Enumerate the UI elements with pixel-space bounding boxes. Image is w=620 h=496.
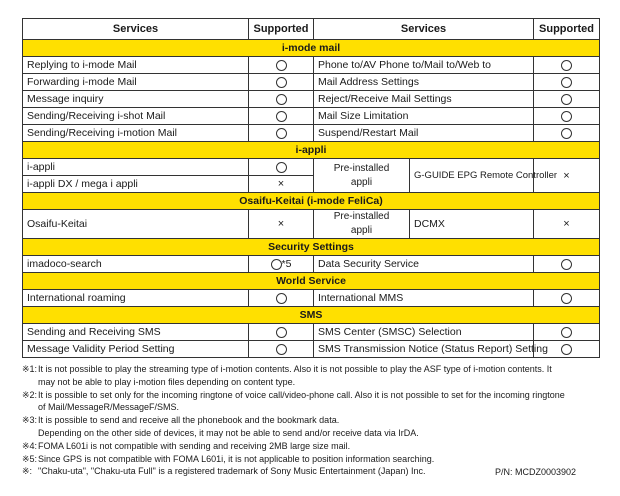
table-row <box>23 210 600 239</box>
footnote-5: ※5: Since GPS is not compatible with FOMA L601i, it is not applicable to position information searching. <box>22 453 435 464</box>
supported-circle-icon <box>561 128 572 139</box>
service-name: i-appli <box>23 159 249 176</box>
service-name: SMS Center (SMSC) Selection <box>314 324 534 341</box>
service-name: imadoco-search <box>23 256 249 273</box>
service-name: Reject/Receive Mail Settings <box>314 91 534 108</box>
not-supported-cross-icon: × <box>534 210 600 239</box>
table-row <box>23 91 600 108</box>
service-name: DCMX <box>410 210 534 239</box>
service-name: Sending/Receiving i-shot Mail <box>23 108 249 125</box>
supported-circle-icon <box>561 293 572 304</box>
supported-circle-icon <box>561 344 572 355</box>
service-name: Sending and Receiving SMS <box>23 324 249 341</box>
service-name: Message inquiry <box>23 91 249 108</box>
service-name: Sending/Receiving i-motion Mail <box>23 125 249 142</box>
footnote-4: ※4: FOMA L601i is not compatible with sending and receiving 2MB large size mail. <box>22 440 351 451</box>
service-name: International roaming <box>23 290 249 307</box>
table-row <box>23 256 600 273</box>
table-row <box>23 108 600 125</box>
supported-circle-icon <box>561 60 572 71</box>
supported-circle-icon <box>561 77 572 88</box>
table-row <box>23 341 600 358</box>
service-name: G-GUIDE EPG Remote Controller <box>410 159 534 193</box>
not-supported-cross-icon: × <box>249 210 314 239</box>
supported-circle-icon <box>271 259 282 270</box>
supported-circle-icon <box>276 327 287 338</box>
services-table <box>22 18 600 358</box>
header-services-left: Services <box>23 19 249 40</box>
service-name: Forwarding i-mode Mail <box>23 74 249 91</box>
service-name: Message Validity Period Setting <box>23 341 249 358</box>
section-world-service: World Service <box>23 273 600 290</box>
footnote-3: ※3: It is possible to send and receive all the phonebook and the bookmark data. Depending on the other side of devices, it may not be able to send and/or receive data via IrDA. <box>22 415 419 438</box>
footnote-2: ※2: It is possible to set only for the incoming ringtone of voice call/video-phone call. Also it is not possible to set for the incoming ringtone of Mail/MessageR/MessageF/SMS. <box>22 389 565 413</box>
supported-circle-icon <box>276 111 287 122</box>
section-imode-mail: i-mode mail <box>23 40 600 57</box>
supported-circle-icon <box>561 327 572 338</box>
supported-circle-icon <box>276 162 287 173</box>
section-sms: SMS <box>23 307 600 324</box>
service-name: Mail Size Limitation <box>314 108 534 125</box>
service-name: SMS Transmission Notice (Status Report) Setting <box>314 341 534 358</box>
supported-circle-icon <box>276 344 287 355</box>
table-row <box>23 159 600 176</box>
supported-circle-icon <box>276 60 287 71</box>
table-row <box>23 290 600 307</box>
header-services-right: Services <box>314 19 534 40</box>
preinstalled-label: Pre-installed appli <box>314 210 410 239</box>
table-row <box>23 125 600 142</box>
supported-circle-icon <box>276 293 287 304</box>
footnotes <box>22 363 612 478</box>
section-security-settings: Security Settings <box>23 239 600 256</box>
section-iappli: i-appli <box>23 142 600 159</box>
section-osaifu-keitai: Osaifu-Keitai (i-mode FeliCa) <box>23 193 600 210</box>
service-name: Mail Address Settings <box>314 74 534 91</box>
footnote-1: ※1: It is not possible to play the streaming type of i-motion contents. Also it is not possible to play the ASF type of i-motion contents. It may not be able to play i-motion files depending on content type. <box>22 364 552 387</box>
table-row <box>23 74 600 91</box>
preinstalled-label: Pre-installed appli <box>314 159 410 193</box>
supported-circle-icon <box>276 128 287 139</box>
service-name: Data Security Service <box>314 256 534 273</box>
part-number: P/N: MCDZ0003902 <box>495 467 577 477</box>
supported-circle-icon <box>561 94 572 105</box>
service-name: Phone to/AV Phone to/Mail to/Web to <box>314 57 534 74</box>
header-supported-left: Supported <box>249 19 314 40</box>
footnote-trademark: ※: "Chaku-uta", "Chaku-uta Full" is a registered trademark of Sony Music Entertainment (Japan) Inc. <box>22 466 426 477</box>
supported-circle-icon <box>561 259 572 270</box>
service-name: Replying to i-mode Mail <box>23 57 249 74</box>
supported-circle-icon <box>276 94 287 105</box>
service-name: i-appli DX / mega i appli <box>23 176 249 193</box>
not-supported-cross-icon: × <box>249 176 314 193</box>
header-supported-right: Supported <box>534 19 600 40</box>
supported-circle-icon <box>561 111 572 122</box>
supported-circle-icon <box>276 77 287 88</box>
service-name: International MMS <box>314 290 534 307</box>
footnote-ref: *5 <box>281 258 292 270</box>
table-row <box>23 57 600 74</box>
table-header-row <box>23 19 600 40</box>
not-supported-cross-icon: × <box>534 159 600 193</box>
table-row <box>23 324 600 341</box>
service-name: Suspend/Restart Mail <box>314 125 534 142</box>
service-name: Osaifu-Keitai <box>23 210 249 239</box>
